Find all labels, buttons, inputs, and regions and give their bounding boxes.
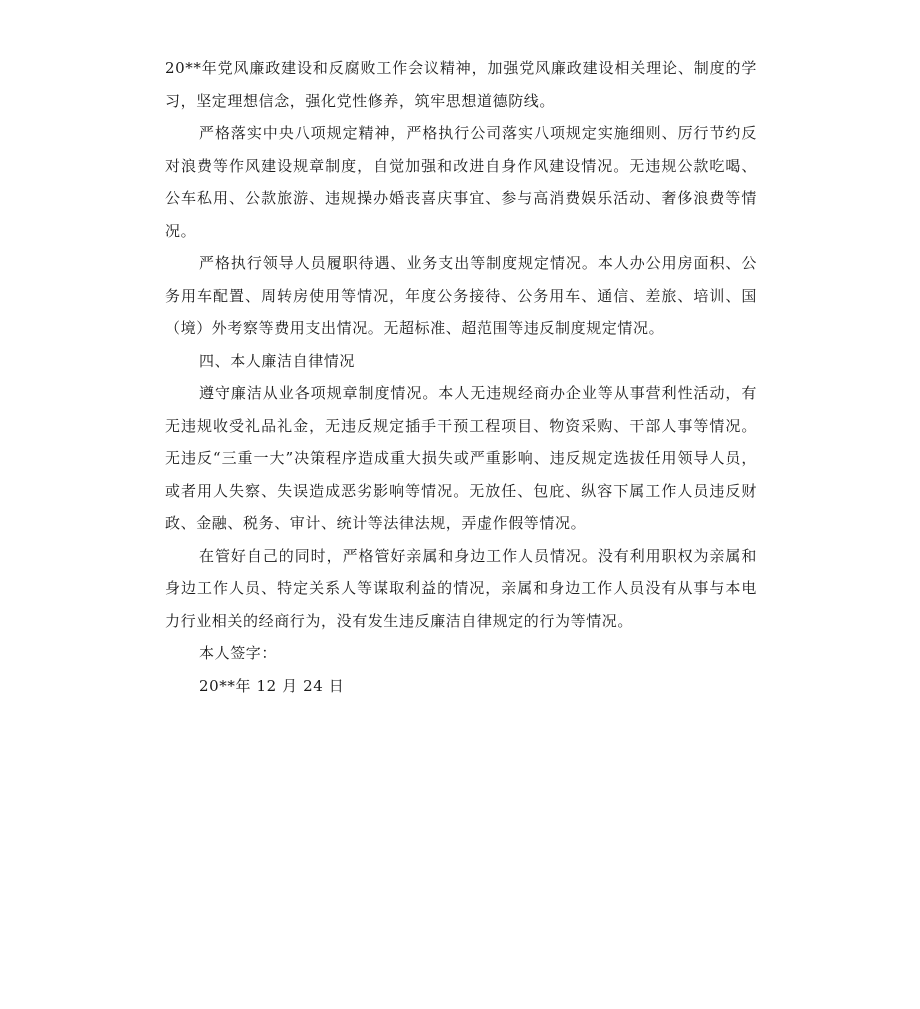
paragraph-integrity-rules: 遵守廉洁从业各项规章制度情况。本人无违规经商办企业等从事营利性活动，有无违规收受礼品礼金，无违反规定插手干预工程项目、物资采购、干部人事等情况。无违反“三重一大”决策程序造成重大损失或严重影响、违反规定选拔任用领导人员，或者用人失察、失误造成恶劣影响等情况。无放任、包庇、纵容下属工作人员违反财政、金融、税务、审计、统计等法律法规，弄虚作假等情况。 <box>165 384 757 532</box>
paragraph-study: 20**年党风廉政建设和反腐败工作会议精神，加强党风廉政建设相关理论、制度的学习，坚定理想信念，强化党性修养，筑牢思想道德防线。 <box>165 59 757 110</box>
paragraph-relatives: 在管好自己的同时，严格管好亲属和身边工作人员情况。没有利用职权为亲属和身边工作人员、特定关系人等谋取利益的情况，亲属和身边工作人员没有从事与本电力行业相关的经商行为，没有发生违反廉洁自律规定的行为等情况。 <box>165 546 757 630</box>
signature-date: 20**年 12 月 24 日 <box>199 676 345 695</box>
document-body <box>165 52 757 702</box>
signature-label: 本人签字： <box>199 644 278 662</box>
paragraph-leader-benefits: 严格执行领导人员履职待遇、业务支出等制度规定情况。本人办公用房面积、公务用车配置、周转房使用等情况，年度公务接待、公务用车、通信、差旅、培训、国（境）外考察等费用支出情况。无超标准、超范围等违反制度规定情况。 <box>165 254 757 337</box>
paragraph-eight-rules: 严格落实中央八项规定精神，严格执行公司落实八项规定实施细则、厉行节约反对浪费等作风建设规章制度，自觉加强和改进自身作风建设情况。无违规公款吃喝、公车私用、公款旅游、违规操办婚丧喜庆事宜、参与高消费娱乐活动、奢侈浪费等情况。 <box>165 124 757 240</box>
section-heading-integrity: 四、本人廉洁自律情况 <box>199 351 356 370</box>
